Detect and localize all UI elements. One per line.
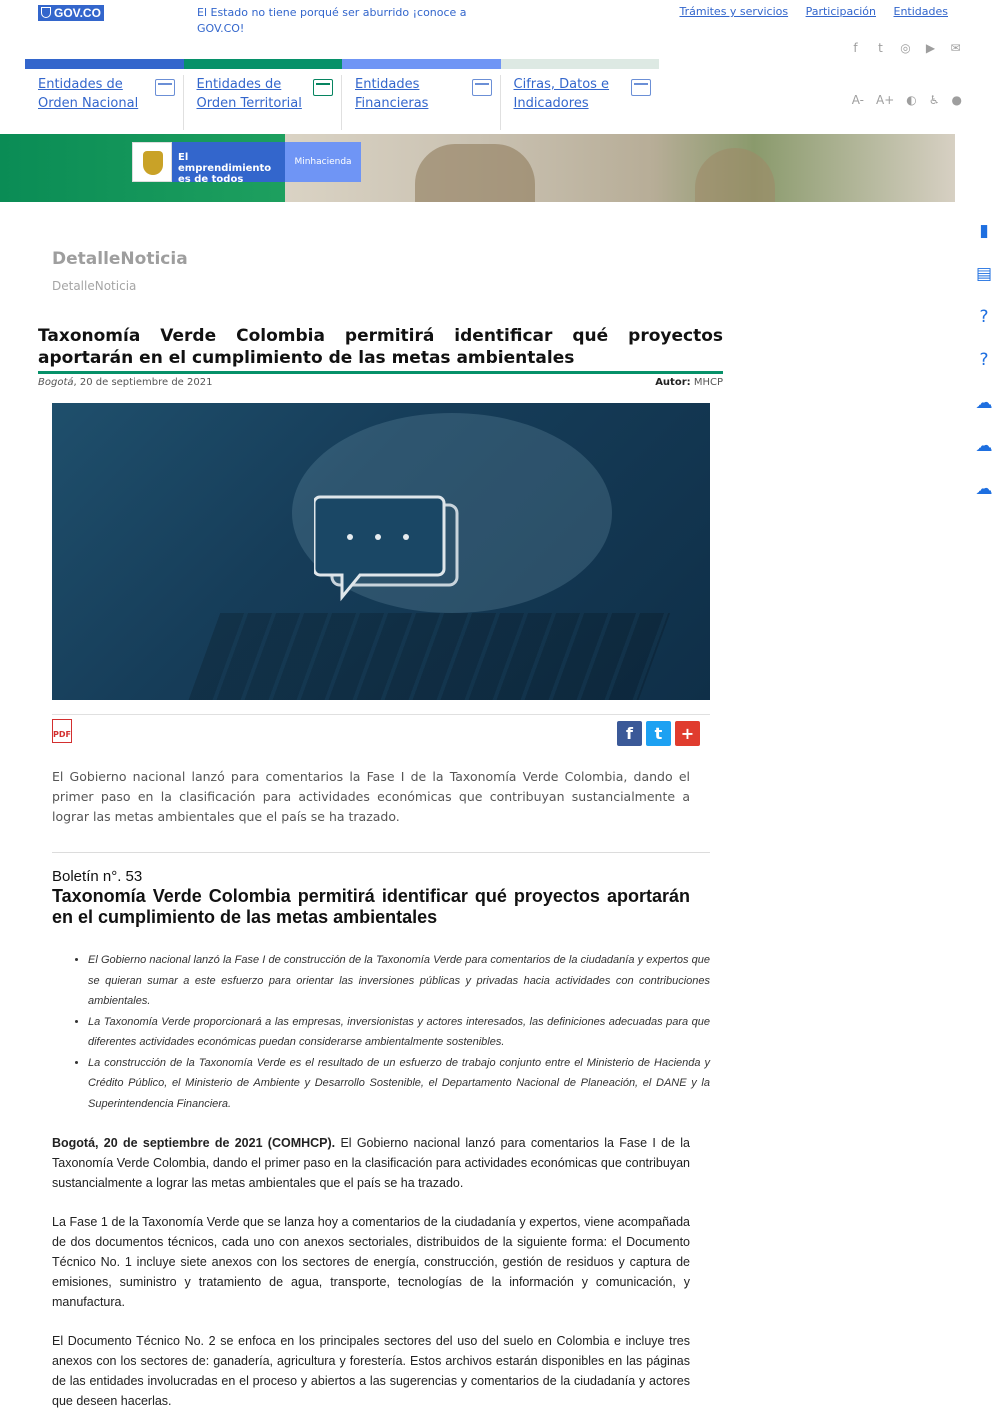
- decrease-font-button[interactable]: A-: [851, 93, 864, 107]
- contrast-icon[interactable]: ◐: [906, 93, 917, 107]
- colorbar-segment: [25, 59, 184, 69]
- social-links: [849, 42, 962, 55]
- colorbar-segment: [342, 59, 501, 69]
- article-title: Taxonomía Verde Colombia permitirá identificar qué proyectos aportarán en el cumplimiento de las metas ambientales: [38, 325, 723, 374]
- twitter-share-button[interactable]: t: [646, 721, 671, 746]
- mail-icon[interactable]: ✉: [950, 41, 961, 55]
- nav-item-orden-territorial[interactable]: [184, 75, 343, 130]
- facebook-icon[interactable]: f: [853, 41, 858, 55]
- addthis-share-button[interactable]: +: [675, 721, 700, 746]
- help-icon[interactable]: ?: [979, 307, 989, 327]
- nav-item-orden-nacional[interactable]: [25, 75, 184, 130]
- user-icon[interactable]: ●: [951, 93, 962, 107]
- page-title: DetalleNoticia: [52, 249, 188, 269]
- instagram-icon[interactable]: ◎: [900, 41, 911, 55]
- article-lead: El Gobierno nacional lanzó para comentarios la Fase I de la Taxonomía Verde Colombia, dando el primer paso en la clasificación para actividades económicas que contribuyan sustancialmente a lograr las metas ambientales que el país se ha trazado.: [52, 769, 690, 824]
- bullet-list: [88, 950, 710, 1114]
- body-dateline: Bogotá, 20 de septiembre de 2021 (COMHCP).: [52, 1136, 336, 1150]
- chat-bubble-icon: [314, 493, 499, 618]
- youtube-icon[interactable]: ▶: [925, 41, 936, 55]
- list-item: • El Gobierno nacional lanzó la Fase I de construcción de la Taxonomía Verde para comentarios de la ciudadanía y expertos que se quieran sumar a este esfuerzo para orientar las inversiones públicas y privadas hacia actividades con contribuciones ambientales.: [88, 950, 710, 1012]
- article-body: [52, 1133, 690, 1415]
- body-paragraph: [52, 1133, 690, 1193]
- increase-font-button[interactable]: A+: [876, 93, 895, 107]
- link-participacion[interactable]: Participación: [805, 5, 876, 18]
- top-links: [665, 5, 948, 18]
- color-bar: [25, 59, 659, 69]
- divider: [52, 852, 710, 853]
- chat-icon[interactable]: ☁: [975, 393, 993, 413]
- side-toolbar: [975, 222, 993, 499]
- document-icon[interactable]: ▤: [975, 264, 993, 284]
- body-text: El Gobierno nacional lanzó para comentarios la Fase I de la Taxonomía Verde Colombia, dando el primer paso en la clasificación para actividades económicas que contribuyan sustancialmente a lograr las metas ambientales que el país se ha trazado.: [52, 1136, 690, 1190]
- link-tramites[interactable]: Trámites y servicios: [679, 5, 789, 18]
- bulletin-title: Taxonomía Verde Colombia permitirá identificar qué proyectos aportarán en el cumplimiento de las metas ambientales: [52, 886, 690, 927]
- author-name: MHCP: [693, 377, 723, 388]
- bank-icon: [631, 79, 651, 96]
- banner-photo-hand: [415, 144, 535, 202]
- bank-icon: [472, 79, 492, 96]
- colombia-crest-icon: [132, 142, 172, 182]
- govco-tagline: El Estado no tiene porqué ser aburrido ¡conoce a GOV.CO!: [197, 6, 467, 35]
- shield-icon: [41, 7, 51, 18]
- nav-item-label[interactable]: Cifras, Datos e Indicadores: [513, 77, 610, 111]
- body-paragraph: El Documento Técnico No. 2 se enfoca en los principales sectores del uso del suelo en Colombia e incluye tres anexos con los sectores de: ganadería, agricultura y forestería. Estos archivos estarán disponibles en las páginas de las entidades involucradas en el proceso y abiertos a las sugerencias y comentarios de la ciudadanía y actores que deseen hacerlas.: [52, 1334, 690, 1408]
- nav-item-label[interactable]: Entidades Financieras: [355, 77, 429, 111]
- article-meta: [38, 377, 723, 388]
- file-icon[interactable]: ▮: [979, 221, 989, 241]
- link-entidades[interactable]: Entidades: [893, 5, 948, 18]
- emprendimiento-label: El emprendimiento es de todos: [172, 142, 285, 182]
- nav-item-label[interactable]: Entidades de Orden Territorial: [196, 77, 302, 111]
- breadcrumb: DetalleNoticia: [52, 279, 137, 293]
- colorbar-segment: [501, 59, 660, 69]
- colorbar-segment: [184, 59, 343, 69]
- image-keyboard: [184, 613, 670, 700]
- govco-label: GOV.CO: [54, 6, 101, 20]
- map-icon: [313, 79, 333, 96]
- list-item: • La Taxonomía Verde proporcionará a las empresas, inversionistas y actores interesados, las definiciones adecuadas para que diferentes actividades económicas puedan considerarse ambientalmente sostenibles.: [88, 1012, 710, 1053]
- article-city: Bogotá: [38, 377, 74, 388]
- govco-logo[interactable]: [38, 5, 104, 21]
- share-buttons: [617, 721, 700, 746]
- article-date-text: , 20 de septiembre de 2021: [73, 377, 213, 388]
- pdf-download-icon[interactable]: PDF: [52, 719, 72, 743]
- accessibility-tools: [852, 93, 962, 107]
- minhacienda-label: Minhacienda: [285, 142, 361, 182]
- bulletin-number: Boletín n°. 53: [52, 868, 143, 885]
- body-paragraph: La Fase 1 de la Taxonomía Verde que se lanza hoy a comentarios de la ciudadanía y expertos, viene acompañada de dos documentos técnicos, cada uno con anexos sectoriales, distribuidos de la siguiente forma: el Documento Técnico No. 1 incluye siete anexos con los sectores de energía, construcción, gestión de residuos y captura de emisiones, suministro y tratamiento de agua, transporte, tecnologías de la información y comunicación, y manufactura.: [52, 1215, 690, 1309]
- article-date: [38, 377, 212, 388]
- article-author: [655, 377, 723, 388]
- nav-item-cifras[interactable]: [501, 75, 660, 130]
- ministry-brand[interactable]: [132, 142, 361, 185]
- facebook-share-button[interactable]: f: [617, 721, 642, 746]
- list-item: • La construcción de la Taxonomía Verde es el resultado de un esfuerzo de trabajo conjunto entre el Ministerio de Hacienda y Crédito Público, el Ministerio de Ambiente y Desarrollo Sostenible, el Departamento Nacional de Planeación, el DANE y la Superintendencia Financiera.: [88, 1053, 710, 1115]
- banner-photo-hand: [695, 148, 775, 202]
- nav-item-label[interactable]: Entidades de Orden Nacional: [38, 77, 139, 111]
- chat-icon[interactable]: ☁: [975, 479, 993, 499]
- building-icon: [155, 79, 175, 96]
- banner-photo: [285, 134, 955, 202]
- twitter-icon[interactable]: t: [878, 41, 883, 55]
- nav-item-financieras[interactable]: [342, 75, 501, 130]
- share-bar: [52, 714, 710, 750]
- accessibility-icon[interactable]: ♿: [928, 93, 940, 107]
- help-icon[interactable]: ?: [979, 350, 989, 370]
- entities-nav: [25, 75, 659, 130]
- chat-icon[interactable]: ☁: [975, 436, 993, 456]
- author-label: Autor:: [655, 377, 691, 388]
- article-image: [52, 403, 710, 700]
